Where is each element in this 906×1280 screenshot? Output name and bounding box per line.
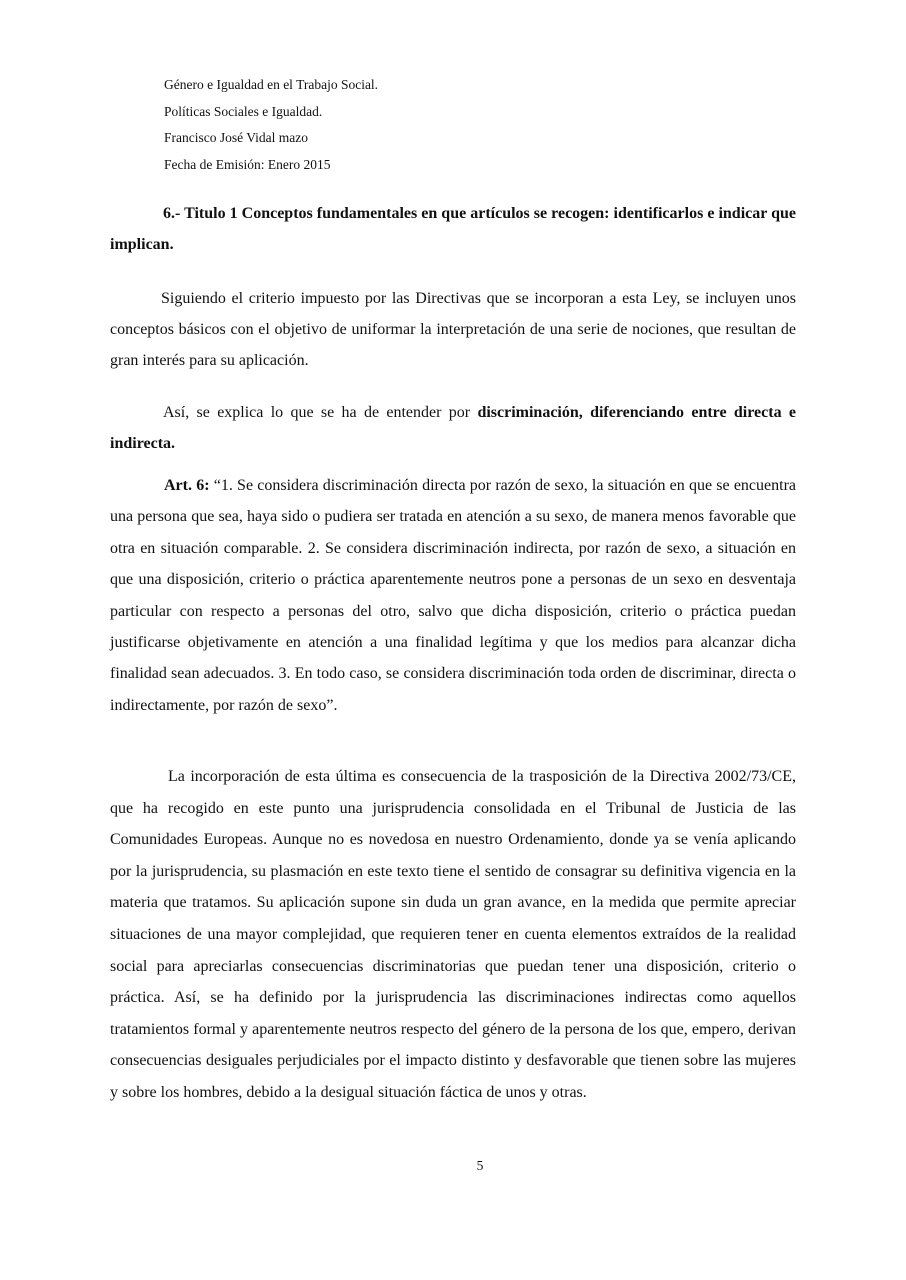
article-label: Art. 6: [164, 477, 210, 494]
header-subject: Políticas Sociales e Igualdad. [164, 103, 323, 119]
article-quote: “1. Se considera discriminación directa por razón de sexo, la situación en que se encuentra una persona que sea, haya sido o pudiera ser tratada en atención a su sexo, de manera menos favorable que otra en situación comparable. 2. Se considera discriminación indirecta, por razón de sexo, a situación en que una disposición, criterio o práctica aparentemente neutros pone a personas de un sexo en desventaja particular con respecto a personas del otro, salvo que dicha disposición, criterio o práctica puedan justificarse objetivamente en atención a una finalidad legítima y que los medios para alcanzar dicha finalidad sean adecuados. 3. En todo caso, se considera discriminación toda orden de discriminar, directa o indirectamente, por razón de sexo”. [110, 477, 797, 714]
header-author: Francisco José Vidal mazo [164, 130, 309, 145]
paragraph-intro: Siguiendo el criterio impuesto por las Directivas que se incorporan a esta Ley, se incluyen unos conceptos básicos con el objetivo de uniformar la interpretación de una serie de nociones, que resultan de gran interés para su aplicación. [110, 290, 796, 369]
page-number: 5 [476, 1158, 484, 1173]
paragraph-article-6 [110, 470, 796, 721]
paragraph-discrimination-definition [110, 397, 796, 459]
section-heading: 6.- Titulo 1 Conceptos fundamentales en que artículos se recogen: identificarlos e indicar que implican. [110, 205, 796, 253]
paragraph-bold-text: discriminación, diferenciando entre directa e indirecta. [110, 404, 797, 452]
header-date: Fecha de Emisión: Enero 2015 [164, 156, 331, 172]
document-header [164, 72, 378, 178]
paragraph-text: Así, se explica lo que se ha de entender por [163, 404, 478, 421]
paragraph-directive: La incorporación de esta última es consecuencia de la trasposición de la Directiva 2002/73/CE, que ha recogido en este punto una jurisprudencia consolidada en el Tribunal de Justicia de las Comunidades Europeas. Aunque no es novedosa en nuestro Ordenamiento, donde ya se venía aplicando por la jurisprudencia, su plasmación en este texto tiene el sentido de consagrar su definitiva vigencia en la materia que tratamos. Su aplicación supone sin duda un gran avance, en la medida que permite apreciar situaciones de una mayor complejidad, que requieren tener en cuenta elementos extraídos de la realidad social para apreciarlas consecuencias discriminatorias que puedan tener una disposición, criterio o práctica. Así, se ha definido por la jurisprudencia las discriminaciones indirectas como aquellos tratamientos formal y aparentemente neutros respecto del género de la persona de los que, empero, derivan consecuencias desiguales perjudiciales por el impacto distinto y desfavorable que tienen sobre las mujeres y sobre los hombres, debido a la desigual situación fáctica de unos y otras. [110, 768, 796, 1101]
header-course-title: Género e Igualdad en el Trabajo Social. [164, 77, 379, 92]
